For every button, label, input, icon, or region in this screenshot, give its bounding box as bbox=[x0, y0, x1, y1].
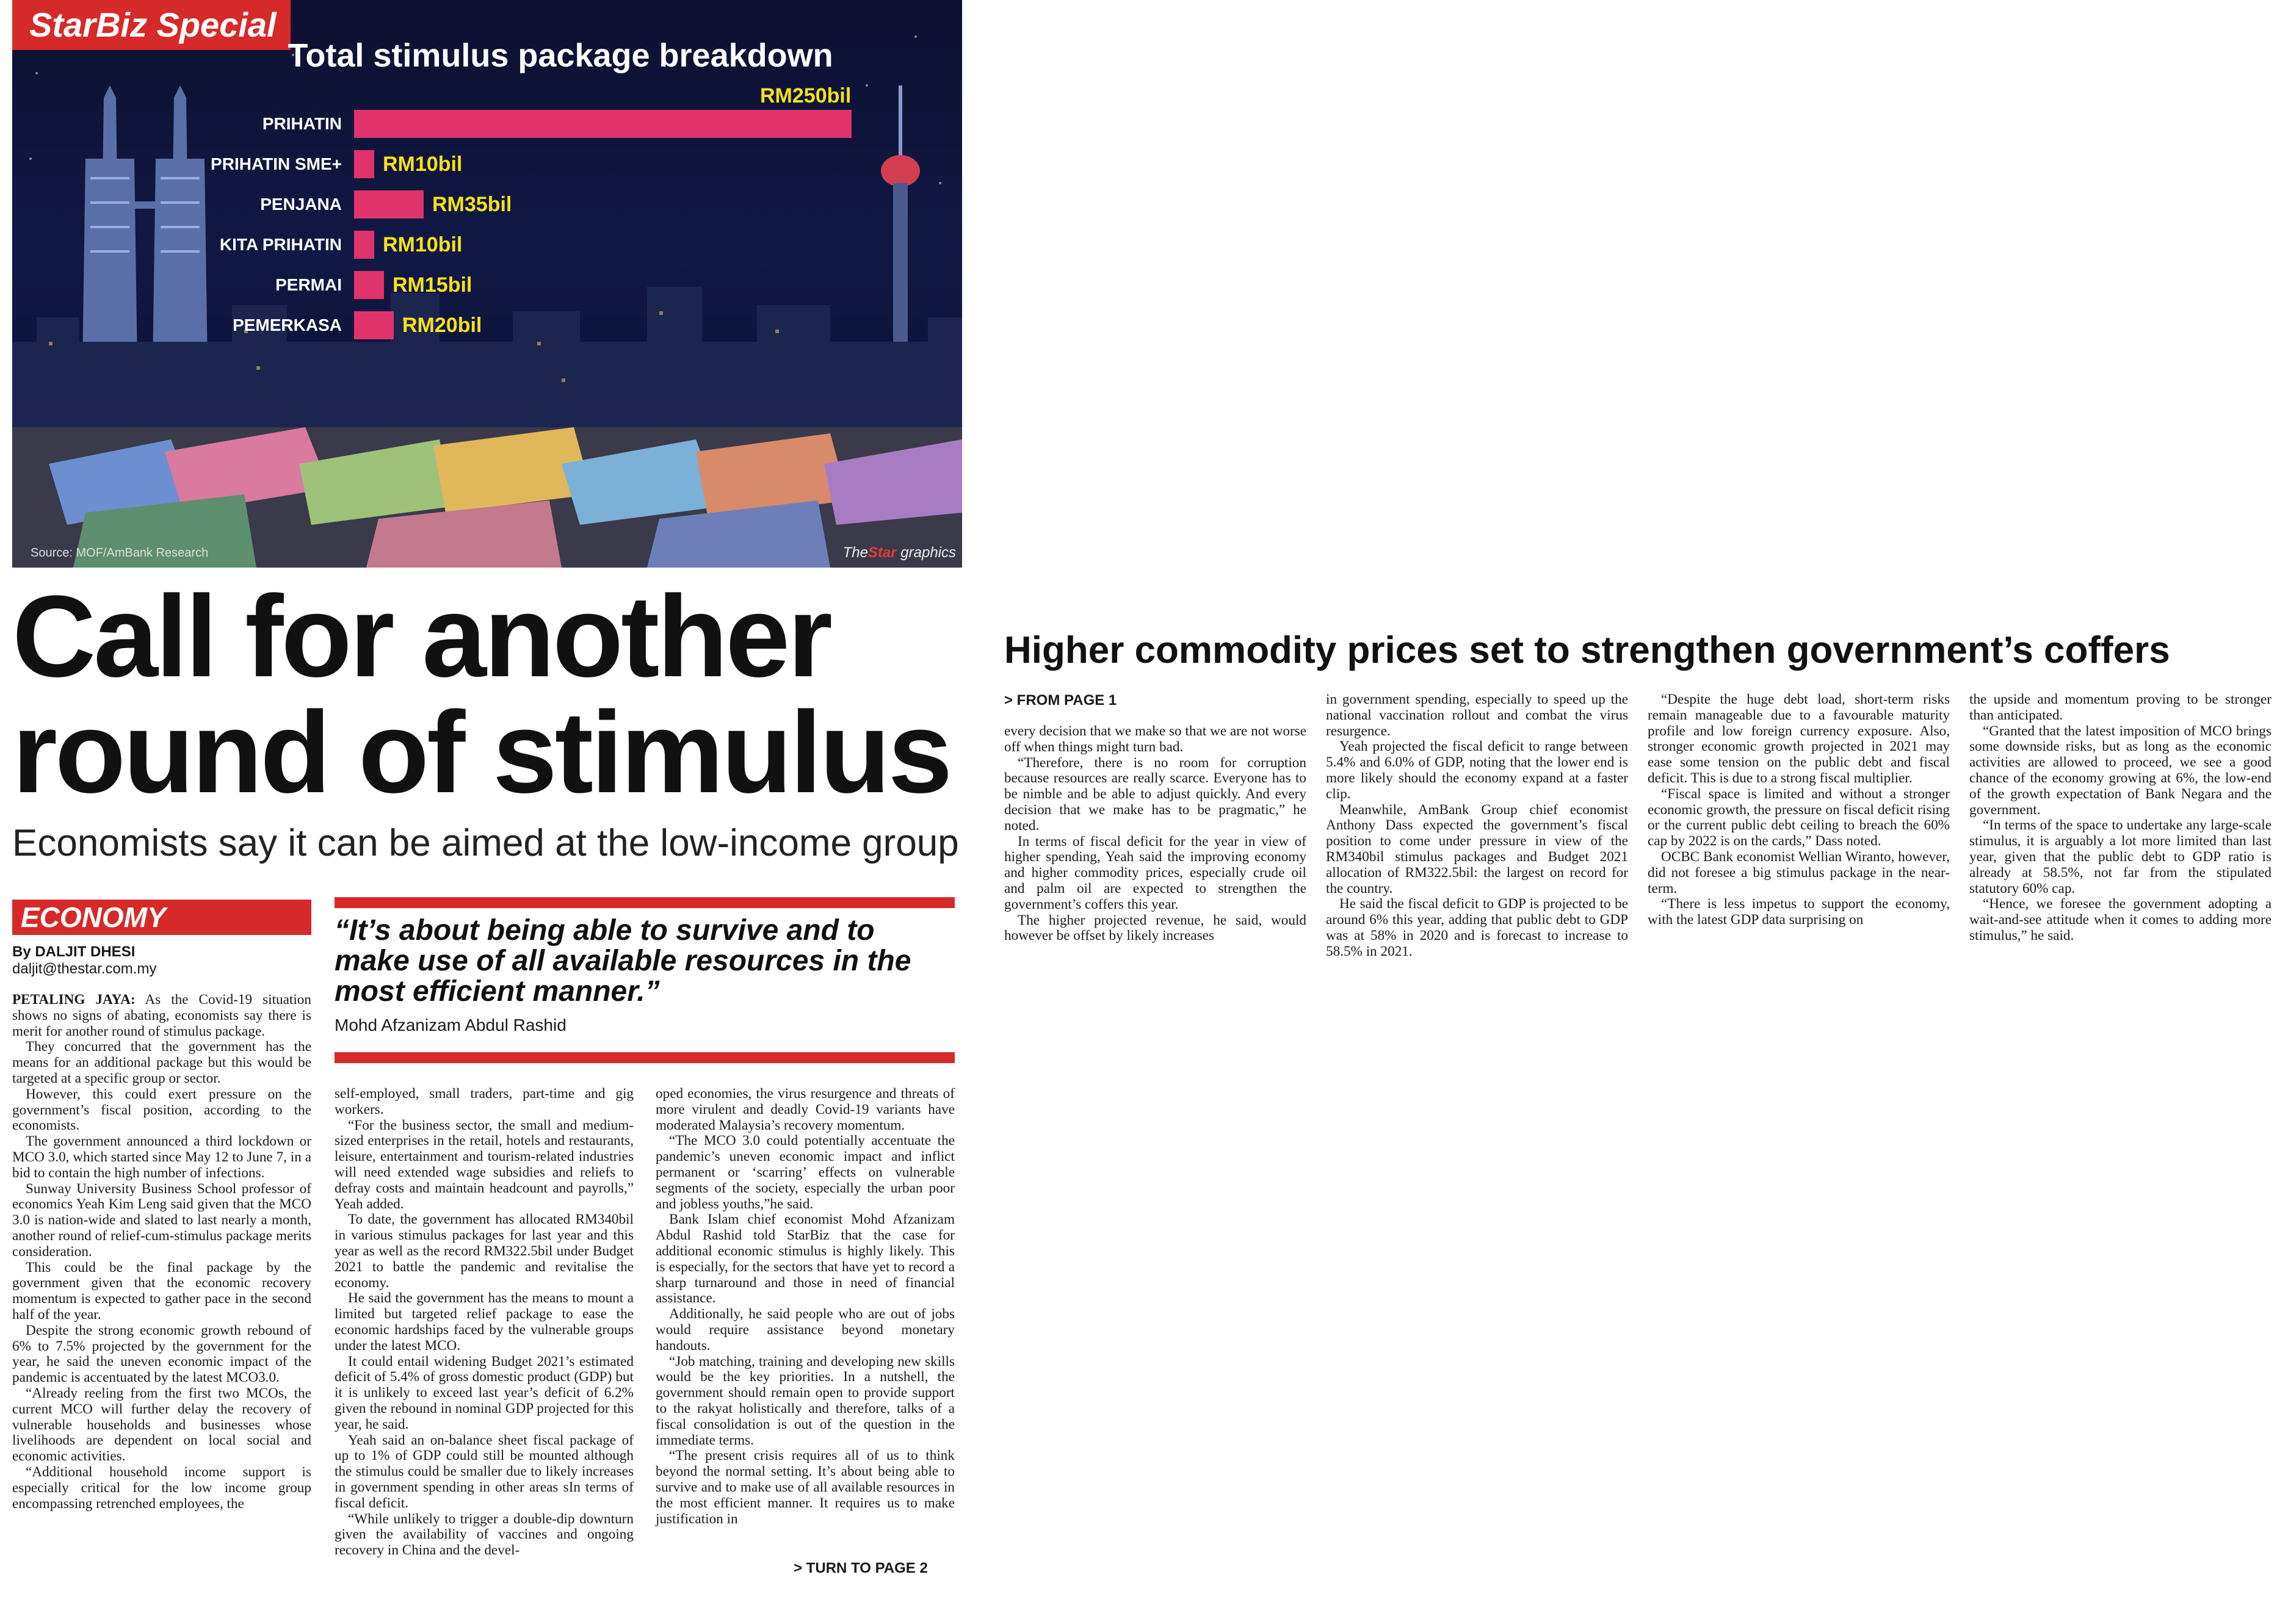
paragraph: the upside and momentum proving to be stronger than anticipated. bbox=[1969, 691, 2272, 723]
continuation-column-1 bbox=[1004, 724, 1306, 944]
bar-row bbox=[12, 184, 962, 225]
author-email: daljit@thestar.com.my bbox=[12, 961, 157, 977]
headline-line-2: round of stimulus bbox=[12, 688, 950, 817]
paragraph: every decision that we make so that we are not worse off when things might turn bad. bbox=[1004, 723, 1306, 755]
bar-row bbox=[12, 144, 962, 184]
paragraph: “Job matching, training and developing new skills would be the key priorities. In a nutshell, the government should remain open to provide support to the rakyat holistically and therefore, talks of a fiscal consolidation is out of the question in the immediate terms. bbox=[656, 1353, 955, 1448]
paragraph: They concurred that the government has the means for an additional package but this would be targeted at a specific group or sector. bbox=[12, 1039, 311, 1086]
bar-row bbox=[12, 84, 962, 144]
pullquote-rule-top bbox=[335, 897, 955, 908]
paragraph: in government spending, especially to speed up the national vaccination rollout and combat the virus resurgence. bbox=[1326, 691, 1628, 739]
paragraph: Bank Islam chief economist Mohd Afzanizam Abdul Rashid told StarBiz that the case for additional economic stimulus is highly likely. This is especially, for the sectors that have yet to record a sharp turnaround and those in need of financial assistance. bbox=[656, 1211, 955, 1307]
paragraph: Despite the strong economic growth rebound of 6% to 7.5% projected by the government for the year, he said the uneven economic impact of the pandemic is accentuated by the latest MCO3.0. bbox=[12, 1322, 311, 1386]
stimulus-infographic bbox=[12, 0, 962, 568]
bar-value-label: RM35bil bbox=[432, 193, 512, 216]
paragraph: PETALING JAYA: As the Covid-19 situation shows no signs of abating, economists say there is merit for another round of stimulus package. bbox=[12, 992, 311, 1039]
paragraph: The government announced a third lockdown or MCO 3.0, which started since May 12 to June 7, in a bid to contain the high number of infections. bbox=[12, 1133, 311, 1181]
paragraph: However, this could exert pressure on the government’s fiscal position, according to the economists. bbox=[12, 1086, 311, 1134]
pullquote-attribution: Mohd Afzanizam Abdul Rashid bbox=[335, 1016, 567, 1034]
bar-category-label: PENJANA bbox=[260, 195, 342, 214]
bar-category-label: PRIHATIN SME+ bbox=[211, 154, 342, 173]
starbiz-special-tag: StarBiz Special bbox=[12, 0, 291, 50]
paragraph: “For the business sector, the small and medium-sized enterprises in the retail, hotels and restaurants, leisure, entertainment and tourism-related industries will need extended wage subsidies and reliefs to defray costs and maintain headcount and payrolls,” Yeah added. bbox=[335, 1117, 634, 1212]
paragraph: “Hence, we foresee the government adopting a wait-and-see attitude when it comes to adding more stimulus,” he said. bbox=[1969, 896, 2272, 944]
paragraph: “Additional household income support is especially critical for the low income group encompassing retrenched employees, the bbox=[12, 1463, 311, 1512]
bar-category-label: PERMAI bbox=[275, 275, 342, 294]
bar-category-label: PEMERKASA bbox=[233, 316, 342, 334]
star-brand: Star bbox=[867, 544, 897, 561]
continuation-column-2 bbox=[1326, 692, 1628, 960]
bar bbox=[354, 150, 374, 178]
bar-row bbox=[12, 265, 962, 305]
paragraph: oped economies, the virus resurgence and threats of more virulent and deadly Covid-19 variants have moderated Malaysia’s recovery momentum. bbox=[656, 1086, 955, 1133]
paragraph: “The present crisis requires all of us to think beyond the normal setting. It’s about being able to survive and to make use of all available resources in the most efficient manner. It requires us to make justification in bbox=[656, 1448, 955, 1527]
continuation-column-4 bbox=[1969, 692, 2272, 944]
paragraph: “Therefore, there is no room for corruption because resources are really scarce. Everyone has to be nimble and be able to adjust quickly. And every decision that we make has to be pragmatic,” he noted. bbox=[1004, 754, 1306, 834]
headline bbox=[12, 572, 965, 817]
headline-line-1: Call for another bbox=[12, 572, 831, 701]
bar-value-label: RM20bil bbox=[402, 314, 482, 337]
bar-value-label: RM10bil bbox=[383, 153, 463, 176]
paragraph: “There is less impetus to support the economy, with the latest GDP data surprising on bbox=[1648, 896, 1950, 928]
paragraph: “Granted that the latest imposition of MCO brings some downside risks, but as long as the economic activities are allowed to proceed, we see a good chance of the economy growing at 6%, the low-end of the growth expectation of Bank Negara and the government. bbox=[1969, 723, 2272, 818]
paragraph: Sunway University Business School professor of economics Yeah Kim Leng said given that the MCO 3.0 is nation-wide and slated to last nearly a month, another round of relief-cum-stimulus package merits consideration. bbox=[12, 1180, 311, 1260]
paragraph: OCBC Bank economist Wellian Wiranto, however, did not foresee a big stimulus package in the near-term. bbox=[1648, 848, 1950, 897]
deck: Economists say it can be aimed at the low-income group bbox=[12, 822, 959, 864]
bar-category-label: PRIHATIN bbox=[262, 114, 342, 133]
article-column-3 bbox=[656, 1086, 955, 1527]
paragraph: He said the fiscal deficit to GDP is projected to be around 6% this year, adding that public debt to GDP was at 58% in 2020 and is forecast to increase to 58.5% in 2021. bbox=[1326, 896, 1628, 959]
paragraph: “Despite the huge debt load, short-term risks remain manageable due to a favourable maturity profile and low foreign currency exposure. Also, stronger economic growth projected in 2021 may ease some tension on the public debt and fiscal deficit. This is due to a strong fiscal multiplier. bbox=[1648, 691, 1950, 786]
continuation-headline: Higher commodity prices set to strengthen government’s coffers bbox=[1004, 629, 2170, 671]
chart-source: Source: MOF/AmBank Research bbox=[31, 546, 209, 560]
paragraph: To date, the government has allocated RM340bil in various stimulus packages for last year and this year as well as the record RM322.5bil under Budget 2021 to battle the pandemic and revitalise the economy. bbox=[335, 1211, 634, 1291]
bar-row bbox=[12, 225, 962, 265]
article-column-1 bbox=[12, 992, 311, 1512]
pullquote: “It’s about being able to survive and to make use of all available resources in the most efficient manner.” bbox=[335, 914, 911, 1008]
bar-value-label: RM10bil bbox=[383, 233, 463, 256]
paragraph: “In terms of the space to undertake any large-scale stimulus, it is arguably a lot more limited than last year, given that the public debt to GDP ratio is already at 58.5%, not far from the stipulated statutory 60% cap. bbox=[1969, 817, 2272, 897]
paragraph: Yeah said an on-balance sheet fiscal package of up to 1% of GDP could still be mounted although the stimulus could be smaller due to likely increases in government spending in other areas sIn terms of fiscal deficit. bbox=[335, 1432, 634, 1511]
paragraph: Additionally, he said people who are out of jobs would require assistance beyond monetary handouts. bbox=[656, 1306, 955, 1354]
paragraph: It could entail widening Budget 2021’s estimated deficit of 5.4% of gross domestic product (GDP) but it is unlikely to exceed last year’s deficit of 6.2% given the rebound in nominal GDP projected for this year, he said. bbox=[335, 1353, 634, 1432]
bar-row bbox=[12, 305, 962, 345]
paragraph: “Fiscal space is limited and without a stronger economic growth, the pressure on fiscal deficit rising or the current public debt ceiling to breach the 60% cap by 2022 is on the cards,” Dass noted. bbox=[1648, 785, 1950, 850]
bar bbox=[354, 190, 424, 218]
paragraph: “Already reeling from the first two MCOs, the current MCO will further delay the recovery of vulnerable households and businesses whose livelihoods are dependent on local social and economic activities. bbox=[12, 1385, 311, 1465]
paragraph: Yeah projected the fiscal deficit to range between 5.4% and 6.0% of GDP, noting that the lower end is more likely should the economy expand at a faster clip. bbox=[1326, 738, 1628, 802]
paragraph: self-employed, small traders, part-time and gig workers. bbox=[335, 1086, 634, 1117]
paragraph: Meanwhile, AmBank Group chief economist Anthony Dass expected the government’s fiscal position to come under pressure in view of the RM340bil stimulus packages and Budget 2021 allocation of RM322.5bil: the largest on record for the country. bbox=[1326, 801, 1628, 897]
bar bbox=[354, 231, 374, 259]
paragraph: In terms of fiscal deficit for the year in view of higher spending, Yeah said the improving economy and higher commodity prices, especially crude oil and palm oil are expected to strengthen the government’s coffers this year. bbox=[1004, 833, 1306, 912]
bar bbox=[354, 271, 384, 299]
paragraph: “The MCO 3.0 could potentially accentuate the pandemic’s uneven economic impact and inflict permanent or ‘scarring’ effects on vulnerable segments of the society, especially the urban poor and jobless youths,”he said. bbox=[656, 1133, 955, 1212]
paragraph: This could be the final package by the government given that the economic recovery momentum is expected to gather pace in the second half of the year. bbox=[12, 1259, 311, 1323]
continuation-column-3 bbox=[1648, 692, 1950, 928]
paragraph: The higher projected revenue, he said, would however be offset by likely increases bbox=[1004, 912, 1306, 944]
pullquote-rule-bottom bbox=[335, 1052, 955, 1063]
byline: By DALJIT DHESI bbox=[12, 944, 136, 960]
paragraph: “While unlikely to trigger a double-dip downturn given the availability of vaccines and ongoing recovery in China and the devel- bbox=[335, 1510, 634, 1559]
bar bbox=[354, 311, 394, 339]
graphics-credit: TheStar graphics bbox=[842, 544, 956, 561]
turn-to-page-link[interactable]: > TURN TO PAGE 2 bbox=[794, 1560, 928, 1576]
dateline: PETALING JAYA: bbox=[12, 992, 136, 1008]
bar-value-label: RM250bil bbox=[760, 84, 852, 107]
from-page-link[interactable]: > FROM PAGE 1 bbox=[1004, 692, 1117, 709]
section-tag: ECONOMY bbox=[12, 900, 311, 935]
article-column-2 bbox=[335, 1086, 634, 1559]
bar-category-label: KITA PRIHATIN bbox=[219, 235, 342, 254]
paragraph: He said the government has the means to mount a limited but targeted relief package to ease the economic hardships faced by the vulnerable groups under the latest MCO. bbox=[335, 1290, 634, 1354]
bar-value-label: RM15bil bbox=[393, 273, 472, 297]
chart-title: Total stimulus package breakdown bbox=[288, 37, 833, 74]
